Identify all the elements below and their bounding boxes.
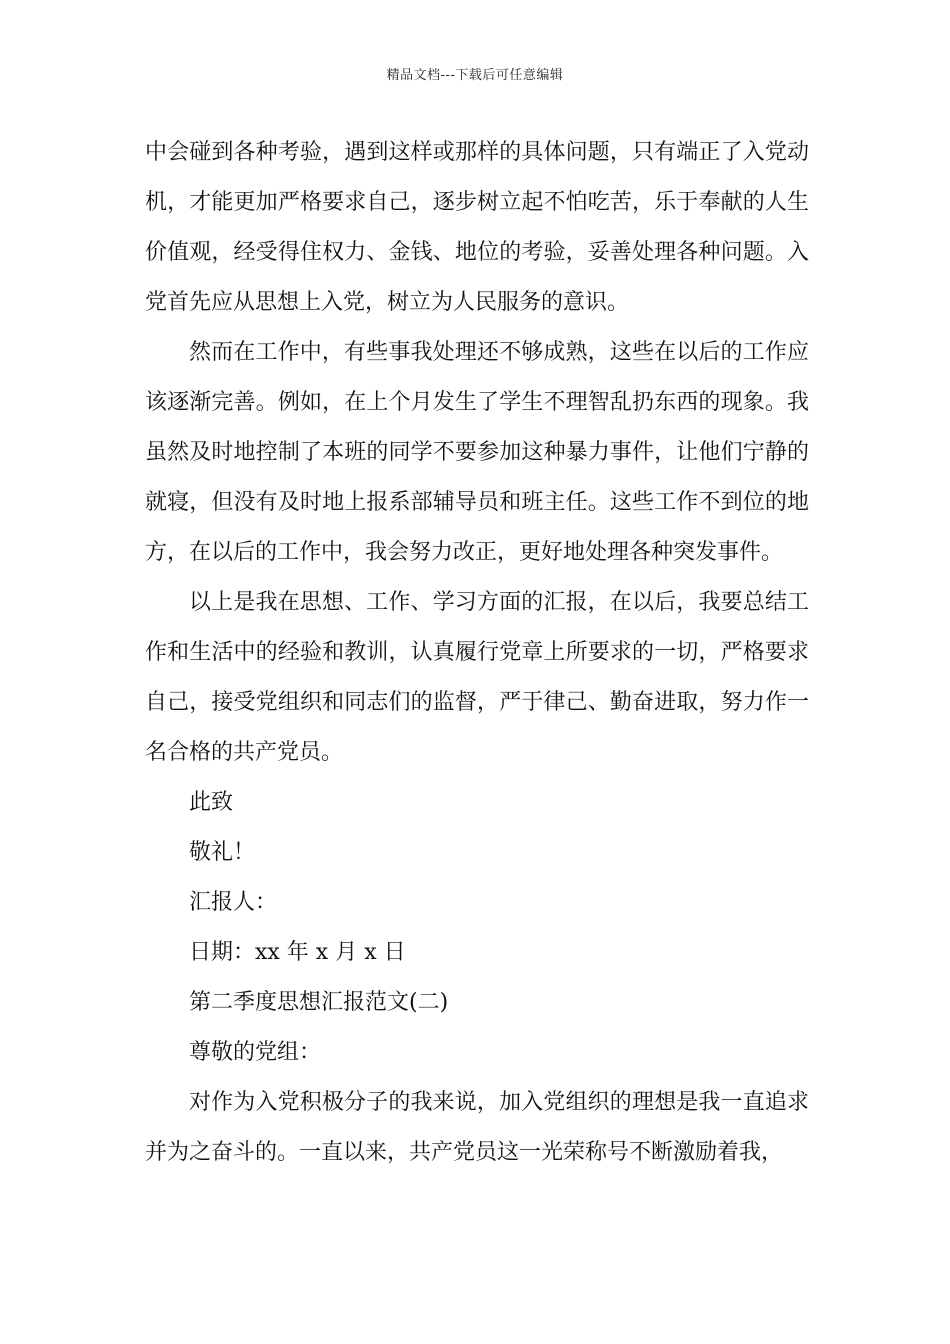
section-title: 第二季度思想汇报范文(二) (189, 990, 449, 1015)
closing-salutation: 此致 (189, 790, 234, 815)
paragraph-work-issues: 然而在工作中，有些事我处理还不够成熟，这些在以后的工作应该逐渐完善。例如，在上个月发生了学生不理智乱扔东西的现象。我虽然及时地控制了本班的同学不要参加这种暴力事件，让他们宁静的就寝，但没有及时地上报系部辅导员和班主任。这些工作不到位的地方，在以后的工作中，我会努力改正，更好地处理各种突发事件。 (145, 340, 809, 565)
closing-respect: 敬礼！ (189, 840, 256, 865)
page-header: 精品文档---下载后可任意编辑 (386, 68, 564, 83)
document-body (145, 128, 809, 1178)
date-line: 日期：xx 年 x 月 x 日 (189, 940, 406, 965)
greeting-line: 尊敬的党组： (189, 1040, 322, 1065)
paragraph-opening: 对作为入党积极分子的我来说，加入党组织的理想是我一直追求并为之奋斗的。一直以来，共产党员这一光荣称号不断激励着我， (145, 1090, 809, 1165)
paragraph-continuation: 中会碰到各种考验，遇到这样或那样的具体问题，只有端正了入党动机，才能更加严格要求自己，逐步树立起不怕吃苦，乐于奉献的人生价值观，经受得住权力、金钱、地位的考验，妥善处理各种问题。入党首先应从思想上入党，树立为人民服务的意识。 (145, 140, 809, 315)
reporter-line: 汇报人： (189, 890, 278, 915)
paragraph-summary: 以上是我在思想、工作、学习方面的汇报，在以后，我要总结工作和生活中的经验和教训，认真履行党章上所要求的一切，严格要求自己，接受党组织和同志们的监督，严于律己、勤奋进取，努力作一名合格的共产党员。 (145, 590, 809, 765)
